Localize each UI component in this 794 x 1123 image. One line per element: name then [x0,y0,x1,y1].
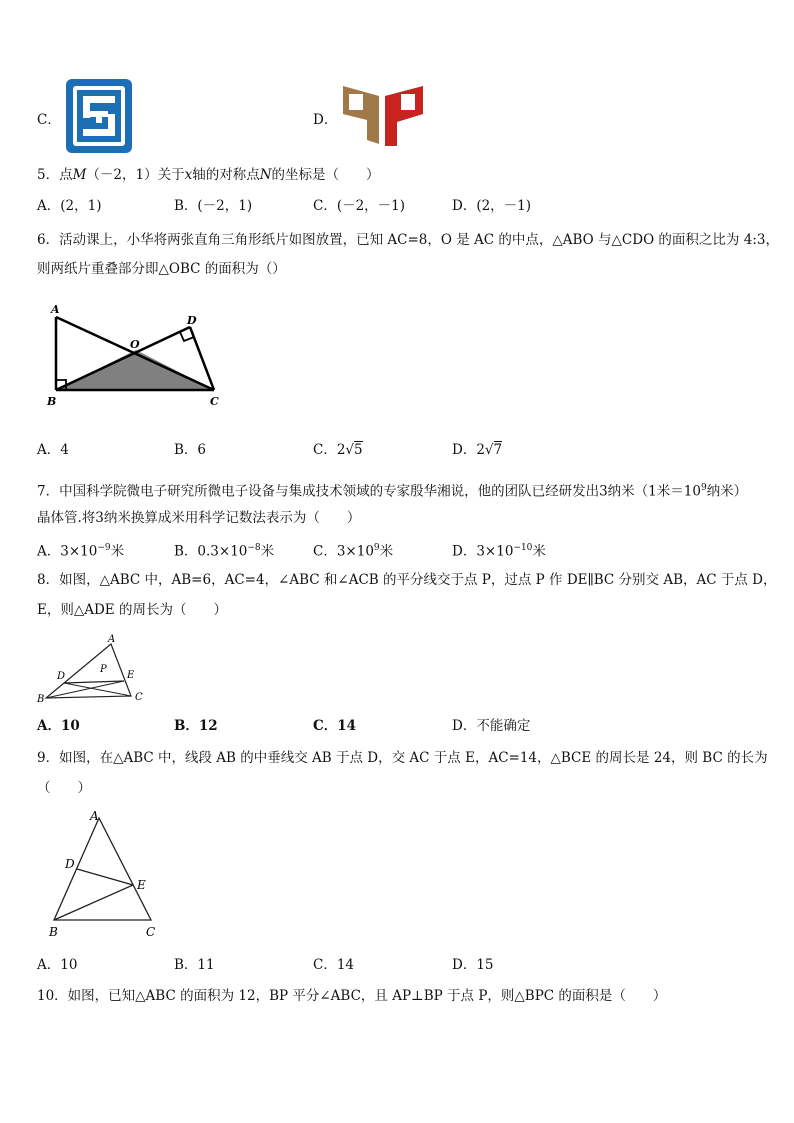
cas-logo-icon [66,79,132,153]
q9-option-b: B．11 [174,957,215,973]
q8-triangle-figure [34,630,154,706]
label-c: C [146,925,156,939]
label-o: O [130,338,140,351]
option-d-label: D． [313,112,338,128]
question-5-text: 5．点M（－2，1）关于x轴的对称点N的坐标是（ ） [37,167,380,183]
label-e: E [137,878,146,892]
q8-option-b: B．12 [174,718,218,734]
label-p: P [100,664,107,675]
sqrt-sign-icon: √ [345,442,355,458]
label-a: A [51,303,60,316]
label-c: C [135,692,143,703]
q6-triangle-figure [44,300,234,412]
q7-option-c: C．$3\times 10^9$米 [313,543,394,560]
sqrt-sign-icon: √ [484,442,494,458]
q8-option-d: D．不能确定 [452,718,531,734]
q8-option-a: A．10 [37,718,80,734]
label-e: E [127,670,135,681]
option-c-label: C． [37,112,61,128]
q5-option-b: B．(－2，1) [174,198,253,214]
q6-option-c: C．2√5 [313,442,363,458]
label-d: D [57,671,66,682]
q6-option-d: D．2√7 [452,442,503,458]
question-7-line-1: 7．中国科学院微电子研究所微电子设备与集成技术领域的专家殷华湘说，他的团队已经研发出3纳米（1米$=10^9$纳米） [37,483,748,500]
shaded-triangle-obc [56,350,214,390]
label-c: C [210,395,219,408]
q5-option-a: A．(2，1) [37,198,102,214]
q5-option-c: C．(－2，－1) [313,198,406,214]
question-8-line-2: E，则△ADE 的周长为（ ） [37,602,227,618]
label-b: B [37,694,45,705]
q7-option-b: B．$0.3\times 10^{-8}$米 [174,543,275,560]
q8-option-c: C．14 [313,718,357,734]
question-7-line-2: 晶体管.将3纳米换算成米用科学记数法表示为（ ） [37,510,361,526]
q9-triangle-figure [44,804,174,940]
book-logo-icon [339,80,429,154]
label-b: B [47,395,57,408]
label-d: D [65,857,75,871]
q6-option-b: B．6 [174,442,207,458]
question-6-line-2: 则两纸片重叠部分即△OBC 的面积为（） [37,261,286,277]
question-6-line-1: 6．活动课上，小华将两张直角三角形纸片如图放置，已知 AC=8，O 是 AC 的中点，△ABO 与△CDO 的面积之比为 4:3， [37,232,779,248]
q7-option-a: A．$3\times 10^{-9}$米 [37,543,125,560]
question-9-line-1: 9．如图，在△ABC 中，线段 AB 的中垂线交 AB 于点 D，交 AC 于点 E，AC=14，△BCE 的周长是 24，则 BC 的长为 [37,750,768,766]
label-d: D [187,314,197,327]
q6-option-a: A．4 [37,442,69,458]
label-a: A [90,809,99,823]
q7-option-d: D．$3\times 10^{-10}$米 [452,543,546,560]
question-9-line-2: （ ） [37,780,91,796]
label-a: A [108,634,116,645]
q9-option-d: D．15 [452,957,494,973]
question-8-line-1: 8．如图，△ABC 中，AB=6，AC=4，∠ABC 和∠ACB 的平分线交于点 P，过点 P 作 DE∥BC 分别交 AB，AC 于点 D， [37,572,777,588]
question-10-line-1: 10．如图，已知△ABC 的面积为 12，BP 平分∠ABC，且 AP⊥BP 于点 P，则△BPC 的面积是（ ） [37,988,667,1004]
q9-option-c: C．14 [313,957,355,973]
q9-option-a: A．10 [37,957,78,973]
q5-option-d: D．(2，－1) [452,198,532,214]
label-b: B [49,925,58,939]
